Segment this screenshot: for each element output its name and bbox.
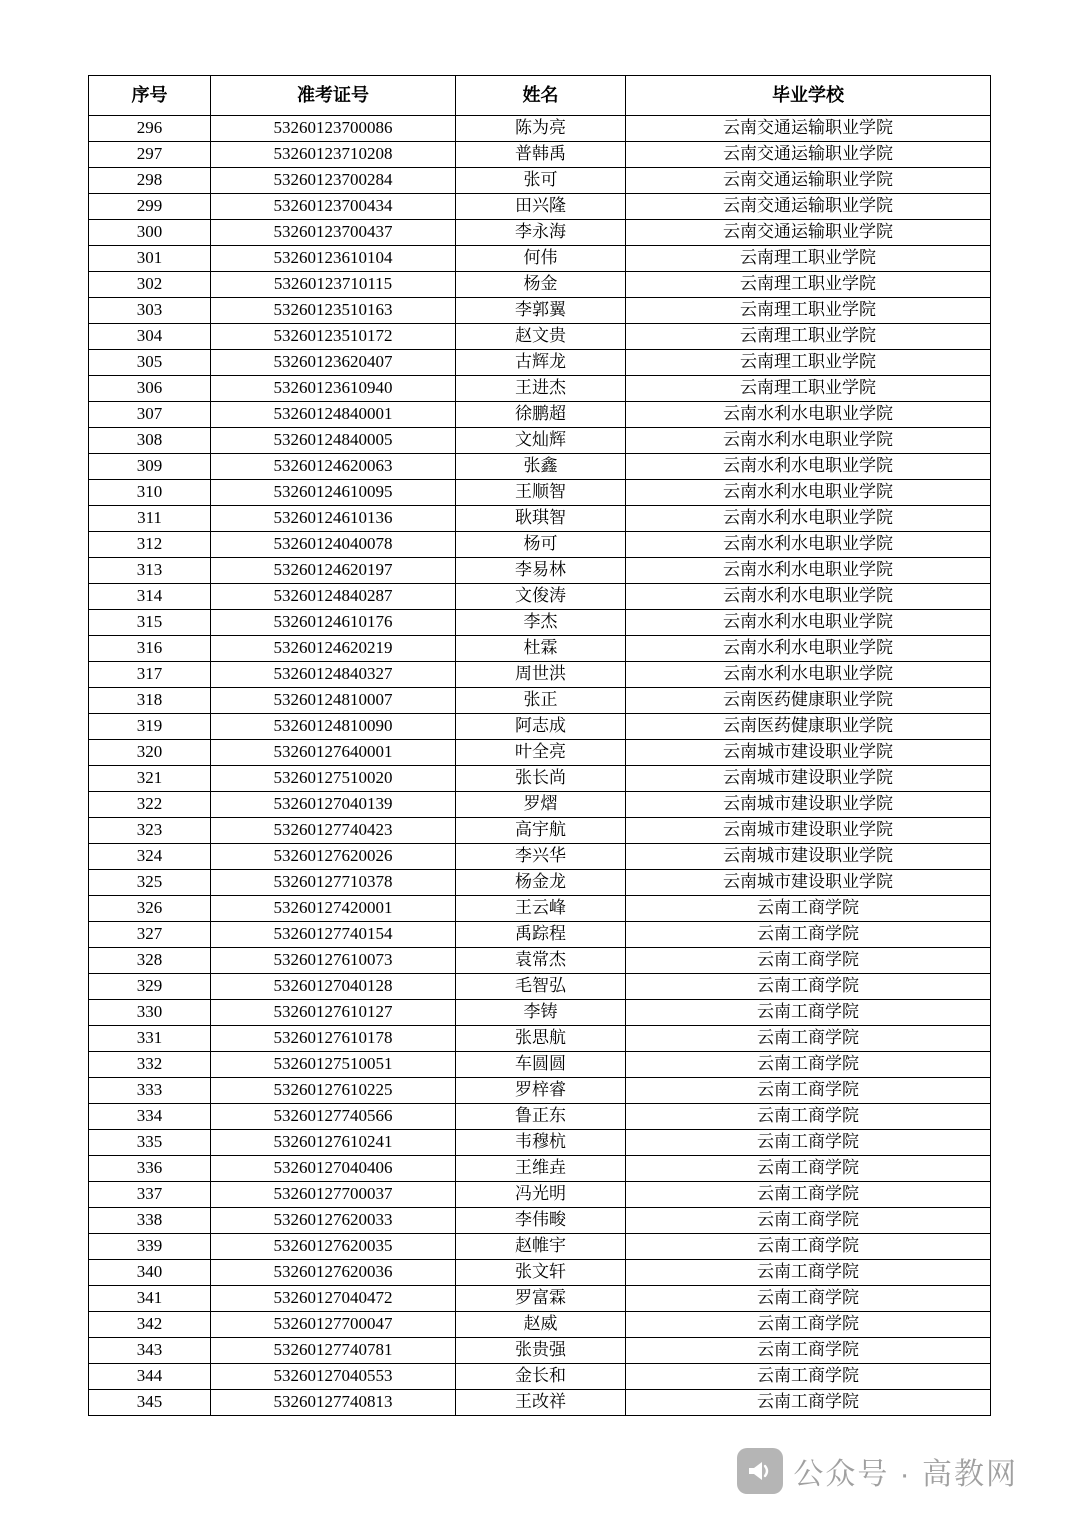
table-row [89, 844, 991, 870]
table-row [89, 1130, 991, 1156]
cell-seq: 333 [89, 1078, 211, 1104]
cell-ticket-number: 53260127620036 [211, 1260, 456, 1286]
cell-school: 云南水利水电职业学院 [626, 402, 991, 428]
cell-seq: 309 [89, 454, 211, 480]
cell-name: 李易林 [456, 558, 626, 584]
cell-school: 云南工商学院 [626, 1338, 991, 1364]
cell-school: 云南水利水电职业学院 [626, 480, 991, 506]
cell-seq: 318 [89, 688, 211, 714]
cell-school: 云南城市建设职业学院 [626, 870, 991, 896]
cell-seq: 324 [89, 844, 211, 870]
cell-ticket-number: 53260127420001 [211, 896, 456, 922]
table-row [89, 246, 991, 272]
cell-name: 赵威 [456, 1312, 626, 1338]
cell-ticket-number: 53260127040553 [211, 1364, 456, 1390]
cell-ticket-number: 53260127700037 [211, 1182, 456, 1208]
cell-school: 云南工商学院 [626, 1312, 991, 1338]
table-row [89, 1052, 991, 1078]
cell-school: 云南理工职业学院 [626, 324, 991, 350]
cell-ticket-number: 53260127620033 [211, 1208, 456, 1234]
cell-school: 云南水利水电职业学院 [626, 636, 991, 662]
cell-name: 赵帷宇 [456, 1234, 626, 1260]
table-row [89, 688, 991, 714]
cell-school: 云南工商学院 [626, 1260, 991, 1286]
cell-seq: 336 [89, 1156, 211, 1182]
cell-seq: 325 [89, 870, 211, 896]
cell-ticket-number: 53260124840287 [211, 584, 456, 610]
table-row [89, 1286, 991, 1312]
cell-school: 云南交通运输职业学院 [626, 194, 991, 220]
cell-name: 王改祥 [456, 1390, 626, 1416]
cell-seq: 314 [89, 584, 211, 610]
cell-seq: 343 [89, 1338, 211, 1364]
table-row [89, 116, 991, 142]
cell-name: 冯光明 [456, 1182, 626, 1208]
cell-ticket-number: 53260124610095 [211, 480, 456, 506]
cell-school: 云南工商学院 [626, 1052, 991, 1078]
cell-ticket-number: 53260123610940 [211, 376, 456, 402]
cell-ticket-number: 53260127040406 [211, 1156, 456, 1182]
cell-ticket-number: 53260127740566 [211, 1104, 456, 1130]
cell-seq: 335 [89, 1130, 211, 1156]
cell-name: 古辉龙 [456, 350, 626, 376]
cell-seq: 341 [89, 1286, 211, 1312]
cell-ticket-number: 53260123510172 [211, 324, 456, 350]
cell-school: 云南工商学院 [626, 974, 991, 1000]
cell-school: 云南交通运输职业学院 [626, 168, 991, 194]
cell-ticket-number: 53260123510163 [211, 298, 456, 324]
cell-ticket-number: 53260124610136 [211, 506, 456, 532]
watermark-text: 公众号 · 高教网 [793, 1458, 1018, 1491]
cell-ticket-number: 53260124840327 [211, 662, 456, 688]
cell-ticket-number: 53260124840001 [211, 402, 456, 428]
cell-school: 云南工商学院 [626, 1000, 991, 1026]
cell-ticket-number: 53260123710208 [211, 142, 456, 168]
cell-seq: 339 [89, 1234, 211, 1260]
cell-school: 云南水利水电职业学院 [626, 584, 991, 610]
table-row [89, 558, 991, 584]
cell-seq: 319 [89, 714, 211, 740]
table-row [89, 610, 991, 636]
cell-seq: 344 [89, 1364, 211, 1390]
table-row [89, 1078, 991, 1104]
cell-seq: 310 [89, 480, 211, 506]
table-row [89, 1000, 991, 1026]
table-row [89, 428, 991, 454]
cell-seq: 327 [89, 922, 211, 948]
cell-name: 张贵强 [456, 1338, 626, 1364]
cell-seq: 329 [89, 974, 211, 1000]
cell-name: 张长尚 [456, 766, 626, 792]
table-row [89, 1364, 991, 1390]
cell-school: 云南工商学院 [626, 1286, 991, 1312]
cell-name: 文灿辉 [456, 428, 626, 454]
table-row [89, 142, 991, 168]
cell-seq: 299 [89, 194, 211, 220]
admission-roster-table-wrap [88, 75, 990, 1416]
table-row [89, 1156, 991, 1182]
cell-ticket-number: 53260127710378 [211, 870, 456, 896]
cell-school: 云南理工职业学院 [626, 350, 991, 376]
table-row [89, 532, 991, 558]
cell-name: 罗梓睿 [456, 1078, 626, 1104]
table-row [89, 714, 991, 740]
cell-name: 叶全亮 [456, 740, 626, 766]
cell-ticket-number: 53260124810007 [211, 688, 456, 714]
cell-seq: 300 [89, 220, 211, 246]
cell-name: 文俊涛 [456, 584, 626, 610]
table-row [89, 1104, 991, 1130]
cell-seq: 317 [89, 662, 211, 688]
cell-school: 云南理工职业学院 [626, 246, 991, 272]
table-row [89, 922, 991, 948]
cell-ticket-number: 53260127510020 [211, 766, 456, 792]
cell-seq: 305 [89, 350, 211, 376]
cell-school: 云南工商学院 [626, 1156, 991, 1182]
cell-name: 金长和 [456, 1364, 626, 1390]
cell-school: 云南水利水电职业学院 [626, 454, 991, 480]
cell-ticket-number: 53260123710115 [211, 272, 456, 298]
cell-name: 李伟畯 [456, 1208, 626, 1234]
cell-name: 阿志成 [456, 714, 626, 740]
table-row [89, 220, 991, 246]
cell-seq: 328 [89, 948, 211, 974]
cell-school: 云南理工职业学院 [626, 272, 991, 298]
table-row [89, 506, 991, 532]
cell-name: 杜霖 [456, 636, 626, 662]
cell-school: 云南工商学院 [626, 1078, 991, 1104]
cell-ticket-number: 53260127610225 [211, 1078, 456, 1104]
megaphone-icon [737, 1448, 783, 1494]
cell-ticket-number: 53260127040139 [211, 792, 456, 818]
cell-school: 云南工商学院 [626, 1026, 991, 1052]
table-row [89, 1260, 991, 1286]
cell-seq: 297 [89, 142, 211, 168]
cell-name: 赵文贵 [456, 324, 626, 350]
cell-name: 王云峰 [456, 896, 626, 922]
cell-school: 云南交通运输职业学院 [626, 116, 991, 142]
table-row [89, 584, 991, 610]
cell-seq: 322 [89, 792, 211, 818]
table-row [89, 1182, 991, 1208]
table-row [89, 324, 991, 350]
cell-name: 毛智弘 [456, 974, 626, 1000]
cell-ticket-number: 53260123610104 [211, 246, 456, 272]
cell-school: 云南理工职业学院 [626, 298, 991, 324]
table-row [89, 766, 991, 792]
table-row [89, 1338, 991, 1364]
cell-ticket-number: 53260123700434 [211, 194, 456, 220]
cell-ticket-number: 53260123700086 [211, 116, 456, 142]
cell-school: 云南城市建设职业学院 [626, 844, 991, 870]
cell-name: 李铸 [456, 1000, 626, 1026]
table-row [89, 1234, 991, 1260]
cell-ticket-number: 53260127040128 [211, 974, 456, 1000]
cell-ticket-number: 53260127740781 [211, 1338, 456, 1364]
cell-name: 韦穆杭 [456, 1130, 626, 1156]
cell-ticket-number: 53260124620063 [211, 454, 456, 480]
cell-school: 云南水利水电职业学院 [626, 428, 991, 454]
cell-ticket-number: 53260127620026 [211, 844, 456, 870]
cell-name: 杨可 [456, 532, 626, 558]
cell-school: 云南工商学院 [626, 896, 991, 922]
cell-school: 云南水利水电职业学院 [626, 532, 991, 558]
table-row [89, 1026, 991, 1052]
cell-ticket-number: 53260124610176 [211, 610, 456, 636]
table-row [89, 480, 991, 506]
cell-ticket-number: 53260127700047 [211, 1312, 456, 1338]
cell-ticket-number: 53260124040078 [211, 532, 456, 558]
table-row [89, 740, 991, 766]
table-row [89, 1208, 991, 1234]
cell-name: 田兴隆 [456, 194, 626, 220]
cell-seq: 321 [89, 766, 211, 792]
table-row [89, 194, 991, 220]
header-seq: 序号 [89, 76, 211, 116]
cell-name: 张文轩 [456, 1260, 626, 1286]
cell-name: 王进杰 [456, 376, 626, 402]
cell-name: 耿琪智 [456, 506, 626, 532]
cell-school: 云南城市建设职业学院 [626, 818, 991, 844]
cell-name: 周世洪 [456, 662, 626, 688]
table-row [89, 1390, 991, 1416]
cell-ticket-number: 53260123700437 [211, 220, 456, 246]
cell-name: 徐鹏超 [456, 402, 626, 428]
table-row [89, 636, 991, 662]
cell-school: 云南工商学院 [626, 1104, 991, 1130]
cell-seq: 315 [89, 610, 211, 636]
cell-seq: 337 [89, 1182, 211, 1208]
cell-seq: 311 [89, 506, 211, 532]
cell-seq: 332 [89, 1052, 211, 1078]
cell-name: 陈为亮 [456, 116, 626, 142]
table-row [89, 662, 991, 688]
cell-school: 云南工商学院 [626, 1182, 991, 1208]
cell-ticket-number: 53260127610073 [211, 948, 456, 974]
table-row [89, 350, 991, 376]
cell-name: 李永海 [456, 220, 626, 246]
cell-school: 云南水利水电职业学院 [626, 558, 991, 584]
table-row [89, 896, 991, 922]
cell-name: 禹踪程 [456, 922, 626, 948]
cell-seq: 312 [89, 532, 211, 558]
cell-name: 罗熠 [456, 792, 626, 818]
header-school: 毕业学校 [626, 76, 991, 116]
cell-seq: 303 [89, 298, 211, 324]
watermark [737, 1448, 1018, 1494]
cell-seq: 326 [89, 896, 211, 922]
cell-school: 云南工商学院 [626, 1364, 991, 1390]
cell-seq: 342 [89, 1312, 211, 1338]
table-row [89, 870, 991, 896]
cell-seq: 340 [89, 1260, 211, 1286]
cell-name: 张正 [456, 688, 626, 714]
table-header-row [89, 76, 991, 116]
cell-school: 云南工商学院 [626, 1130, 991, 1156]
cell-ticket-number: 53260123700284 [211, 168, 456, 194]
cell-school: 云南城市建设职业学院 [626, 792, 991, 818]
cell-seq: 345 [89, 1390, 211, 1416]
cell-ticket-number: 53260127740154 [211, 922, 456, 948]
cell-ticket-number: 53260127610178 [211, 1026, 456, 1052]
cell-name: 杨金龙 [456, 870, 626, 896]
cell-name: 普韩禹 [456, 142, 626, 168]
cell-ticket-number: 53260124620219 [211, 636, 456, 662]
cell-seq: 296 [89, 116, 211, 142]
table-row [89, 792, 991, 818]
cell-school: 云南医药健康职业学院 [626, 714, 991, 740]
table-row [89, 974, 991, 1000]
admission-roster-table [88, 75, 991, 1416]
cell-school: 云南理工职业学院 [626, 376, 991, 402]
cell-name: 车圆圆 [456, 1052, 626, 1078]
cell-seq: 334 [89, 1104, 211, 1130]
cell-school: 云南工商学院 [626, 1390, 991, 1416]
table-body [89, 116, 991, 1416]
table-row [89, 376, 991, 402]
cell-ticket-number: 53260127610127 [211, 1000, 456, 1026]
cell-seq: 298 [89, 168, 211, 194]
cell-ticket-number: 53260127040472 [211, 1286, 456, 1312]
cell-name: 罗富霖 [456, 1286, 626, 1312]
cell-school: 云南交通运输职业学院 [626, 142, 991, 168]
cell-name: 张思航 [456, 1026, 626, 1052]
cell-school: 云南交通运输职业学院 [626, 220, 991, 246]
cell-ticket-number: 53260127620035 [211, 1234, 456, 1260]
cell-school: 云南水利水电职业学院 [626, 610, 991, 636]
header-name: 姓名 [456, 76, 626, 116]
cell-ticket-number: 53260124810090 [211, 714, 456, 740]
cell-seq: 302 [89, 272, 211, 298]
cell-name: 鲁正东 [456, 1104, 626, 1130]
header-ticket-number: 准考证号 [211, 76, 456, 116]
cell-school: 云南工商学院 [626, 922, 991, 948]
table-row [89, 454, 991, 480]
cell-seq: 304 [89, 324, 211, 350]
cell-school: 云南工商学院 [626, 1208, 991, 1234]
cell-ticket-number: 53260124840005 [211, 428, 456, 454]
table-row [89, 272, 991, 298]
cell-ticket-number: 53260127740423 [211, 818, 456, 844]
cell-seq: 316 [89, 636, 211, 662]
cell-ticket-number: 53260127510051 [211, 1052, 456, 1078]
cell-name: 何伟 [456, 246, 626, 272]
cell-seq: 308 [89, 428, 211, 454]
cell-seq: 313 [89, 558, 211, 584]
cell-ticket-number: 53260124620197 [211, 558, 456, 584]
cell-name: 张可 [456, 168, 626, 194]
cell-ticket-number: 53260127610241 [211, 1130, 456, 1156]
cell-ticket-number: 53260127740813 [211, 1390, 456, 1416]
table-row [89, 948, 991, 974]
cell-name: 袁常杰 [456, 948, 626, 974]
table-row [89, 1312, 991, 1338]
cell-name: 李郭翼 [456, 298, 626, 324]
cell-school: 云南水利水电职业学院 [626, 506, 991, 532]
cell-name: 李杰 [456, 610, 626, 636]
table-row [89, 818, 991, 844]
cell-school: 云南城市建设职业学院 [626, 740, 991, 766]
cell-seq: 301 [89, 246, 211, 272]
cell-name: 张鑫 [456, 454, 626, 480]
cell-school: 云南水利水电职业学院 [626, 662, 991, 688]
cell-name: 李兴华 [456, 844, 626, 870]
cell-seq: 306 [89, 376, 211, 402]
cell-seq: 323 [89, 818, 211, 844]
cell-ticket-number: 53260123620407 [211, 350, 456, 376]
cell-seq: 320 [89, 740, 211, 766]
cell-seq: 331 [89, 1026, 211, 1052]
cell-seq: 338 [89, 1208, 211, 1234]
cell-ticket-number: 53260127640001 [211, 740, 456, 766]
cell-name: 王维垚 [456, 1156, 626, 1182]
cell-seq: 307 [89, 402, 211, 428]
cell-name: 高宇航 [456, 818, 626, 844]
cell-name: 杨金 [456, 272, 626, 298]
table-row [89, 402, 991, 428]
cell-seq: 330 [89, 1000, 211, 1026]
cell-school: 云南医药健康职业学院 [626, 688, 991, 714]
cell-school: 云南工商学院 [626, 1234, 991, 1260]
cell-school: 云南城市建设职业学院 [626, 766, 991, 792]
cell-school: 云南工商学院 [626, 948, 991, 974]
table-row [89, 168, 991, 194]
cell-name: 王顺智 [456, 480, 626, 506]
table-row [89, 298, 991, 324]
